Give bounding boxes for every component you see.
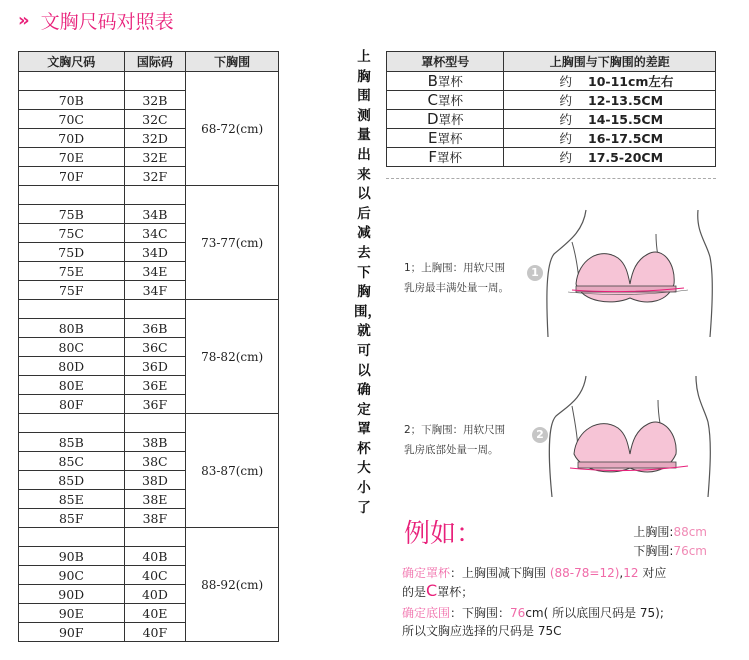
cup-result-start: 的是	[402, 585, 427, 599]
cup-suffix: 罩杯	[437, 131, 463, 146]
cup-suffix: 罩杯	[438, 112, 464, 127]
header	[18, 6, 174, 34]
underbust-range: 78-82(cm)	[186, 300, 279, 414]
difference-value: 16-17.5CM	[588, 131, 664, 146]
cup-letter: D	[426, 110, 439, 128]
bra-size-cell: 80C	[19, 338, 125, 357]
bra-size-cell: 70E	[19, 148, 125, 167]
approx-label: 约	[559, 150, 572, 165]
approx-label: 约	[559, 74, 572, 89]
cup-difference-cell	[504, 148, 716, 167]
intl-size-cell: 34C	[124, 224, 186, 243]
bra-size-cell: 75B	[19, 205, 125, 224]
bra-size-cell: 85E	[19, 490, 125, 509]
approx-label: 约	[559, 131, 572, 146]
intl-size-cell: 32C	[124, 110, 186, 129]
upper-bust-label: 上胸围:	[633, 525, 674, 539]
intl-size-cell: 38F	[124, 509, 186, 528]
cup-letter: E	[427, 129, 438, 147]
divider	[386, 178, 716, 179]
intl-size-cell: 34D	[124, 243, 186, 262]
table-row	[387, 129, 716, 148]
cup-difference-cell	[504, 72, 716, 91]
intl-size-cell: 40B	[124, 547, 186, 566]
band-value: 76	[510, 606, 526, 620]
approx-label: 约	[559, 93, 572, 108]
bra-size-cell: 90C	[19, 566, 125, 585]
difference-value: 17.5-20CM	[588, 150, 664, 165]
approx-label: 约	[559, 112, 572, 127]
cup-result-line	[402, 582, 473, 601]
bra-size-cell: 85F	[19, 509, 125, 528]
intl-size-cell: 32D	[124, 129, 186, 148]
final-size-line: 所以文胸应选择的尺码是 75C	[402, 624, 562, 638]
bra-size-cell: 90F	[19, 623, 125, 642]
bra-size-cell: 90B	[19, 547, 125, 566]
intl-size-cell: 36C	[124, 338, 186, 357]
bra-size-cell: 85B	[19, 433, 125, 452]
intl-size-cell: 34B	[124, 205, 186, 224]
step-number-badge: 2	[532, 427, 548, 443]
intl-size-cell: 36E	[124, 376, 186, 395]
bra-size-cell: 80D	[19, 357, 125, 376]
bra-size-cell: 70B	[19, 91, 125, 110]
band-step-end: cm( 所以底围尺码是 75);	[525, 606, 664, 620]
bra-size-cell: 70F	[19, 167, 125, 186]
bra-size-cell: 75F	[19, 281, 125, 300]
table-row	[387, 148, 716, 167]
cup-calculation-line	[402, 564, 666, 582]
empty-cell	[124, 414, 186, 433]
bra-size-cell: 80B	[19, 319, 125, 338]
bra-size-cell: 70D	[19, 129, 125, 148]
step-number-badge: 1	[527, 265, 543, 281]
difference-value: 14-15.5CM	[588, 112, 664, 127]
cup-type-cell	[387, 129, 504, 148]
cup-difference: 12	[623, 566, 639, 580]
cup-table	[386, 51, 716, 167]
cup-suffix: 罩杯	[437, 150, 463, 165]
cup-letter: B	[427, 72, 438, 90]
intl-size-cell: 32E	[124, 148, 186, 167]
underbust-range: 68-72(cm)	[186, 72, 279, 186]
header-cell: 罩杯型号	[387, 52, 504, 72]
intl-size-cell: 34E	[124, 262, 186, 281]
cup-table-header	[387, 52, 716, 72]
bra-size-cell: 80E	[19, 376, 125, 395]
bra-size-cell: 90E	[19, 604, 125, 623]
cup-type-cell	[387, 148, 504, 167]
size-table-header	[19, 52, 279, 72]
header-cell: 文胸尺码	[19, 52, 125, 72]
cup-difference-cell	[504, 129, 716, 148]
cup-difference-cell	[504, 91, 716, 110]
table-row	[387, 72, 716, 91]
header-cell: 国际码	[124, 52, 186, 72]
empty-cell	[19, 528, 125, 547]
intl-size-cell: 32F	[124, 167, 186, 186]
bra-size-cell: 75E	[19, 262, 125, 281]
comma: ,	[619, 566, 624, 580]
intl-size-cell: 38E	[124, 490, 186, 509]
intl-size-cell: 38D	[124, 471, 186, 490]
empty-cell	[19, 186, 125, 205]
intl-size-cell: 36D	[124, 357, 186, 376]
cup-letter: C	[427, 91, 438, 109]
group-spacer-row	[19, 528, 279, 547]
cup-letter: C	[426, 581, 438, 600]
underbust-range: 88-92(cm)	[186, 528, 279, 642]
intl-size-cell: 36F	[124, 395, 186, 414]
vertical-note: 上胸围测量出来以后减去下胸围，就可以确定罩杯大小了	[354, 49, 381, 516]
bra-size-cell: 80F	[19, 395, 125, 414]
intl-size-cell: 40D	[124, 585, 186, 604]
empty-cell	[19, 414, 125, 433]
under-bust-example	[633, 542, 707, 559]
header-cell: 上胸围与下胸围的差距	[504, 52, 716, 72]
under-bust-label: 下胸围:	[633, 544, 674, 558]
under-bust-illustration	[538, 372, 718, 502]
caption-line: 1；上胸围：用软尺围	[404, 262, 506, 274]
upper-bust-illustration	[538, 202, 718, 342]
group-spacer-row	[19, 414, 279, 433]
upper-bust-example	[633, 523, 707, 540]
band-calculation-line	[402, 604, 664, 622]
empty-cell	[19, 300, 125, 319]
size-table	[18, 51, 279, 642]
under-bust-value: 76cm	[673, 544, 707, 558]
bra-size-cell: 75C	[19, 224, 125, 243]
cup-result-end: 罩杯；	[437, 585, 474, 599]
bra-size-cell: 75D	[19, 243, 125, 262]
empty-cell	[19, 72, 125, 91]
intl-size-cell: 36B	[124, 319, 186, 338]
cup-formula: (88-78=12)	[549, 566, 620, 580]
figure-2-caption	[404, 420, 505, 460]
example-title: 例如：	[404, 519, 483, 549]
bra-size-cell: 90D	[19, 585, 125, 604]
difference-value: 12-13.5CM	[588, 93, 664, 108]
underbust-range: 83-87(cm)	[186, 414, 279, 528]
cup-type-cell	[387, 110, 504, 129]
group-spacer-row	[19, 186, 279, 205]
bra-size-cell: 85D	[19, 471, 125, 490]
table-row	[387, 110, 716, 129]
band-step-text: ：下胸围：	[450, 606, 511, 620]
intl-size-cell: 40F	[124, 623, 186, 642]
intl-size-cell: 38B	[124, 433, 186, 452]
bra-size-cell: 85C	[19, 452, 125, 471]
table-row	[387, 91, 716, 110]
intl-size-cell: 34F	[124, 281, 186, 300]
underbust-range: 73-77(cm)	[186, 186, 279, 300]
empty-cell	[124, 72, 186, 91]
cup-type-cell	[387, 72, 504, 91]
intl-size-cell: 40C	[124, 566, 186, 585]
group-spacer-row	[19, 72, 279, 91]
page-title: 文胸尺码对照表	[40, 10, 174, 33]
group-spacer-row	[19, 300, 279, 319]
cup-suffix: 罩杯	[437, 93, 463, 108]
empty-cell	[124, 528, 186, 547]
cup-suffix: 罩杯	[437, 74, 463, 89]
upper-bust-value: 88cm	[673, 525, 707, 539]
cup-letter: F	[428, 148, 438, 166]
empty-cell	[124, 300, 186, 319]
cup-difference-cell	[504, 110, 716, 129]
intl-size-cell: 38C	[124, 452, 186, 471]
cup-step-end: 对应	[638, 566, 667, 580]
cup-step-label: 确定罩杯	[402, 566, 451, 580]
intl-size-cell: 32B	[124, 91, 186, 110]
caption-line: 乳房最丰满处量一周。	[404, 282, 509, 294]
empty-cell	[124, 186, 186, 205]
figure-1-caption	[404, 258, 509, 298]
band-step-label: 确定底围	[402, 606, 451, 620]
caption-line: 2；下胸围：用软尺围	[404, 424, 506, 436]
header-cell: 下胸围	[186, 52, 279, 72]
chevron-right-icon: »	[18, 9, 27, 31]
difference-value: 10-11cm左右	[588, 74, 674, 89]
intl-size-cell: 40E	[124, 604, 186, 623]
cup-type-cell	[387, 91, 504, 110]
bra-size-cell: 70C	[19, 110, 125, 129]
cup-step-text: ：上胸围减下胸围	[450, 566, 547, 580]
caption-line: 乳房底部处量一周。	[404, 444, 499, 456]
